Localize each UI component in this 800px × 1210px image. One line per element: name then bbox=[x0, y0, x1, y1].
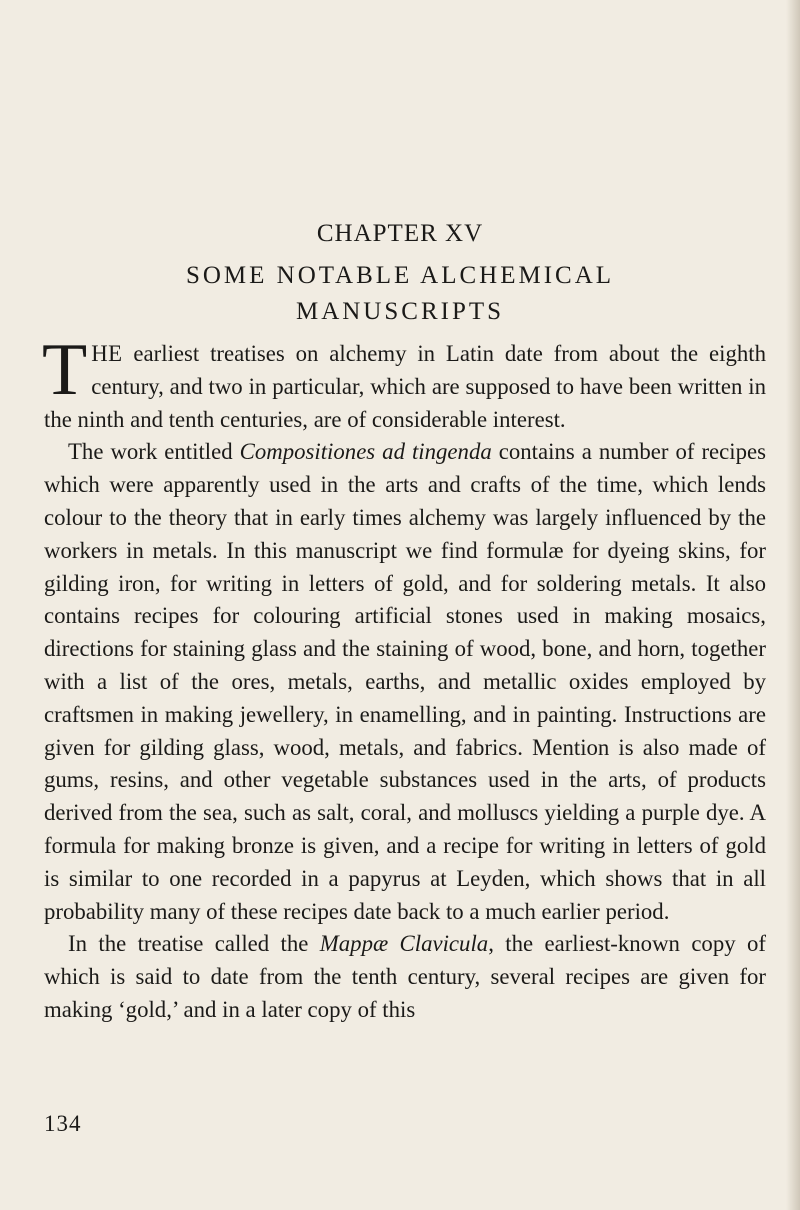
paragraph-1-text: earliest treatises on alchemy in Latin date from about the eighth century, and two in particular, which are supposed to have been written in the ninth and tenth centuries, are of considerable interest. bbox=[44, 341, 766, 432]
paragraph-3-before: In the treatise called the bbox=[68, 931, 320, 957]
chapter-title-line-2: MANUSCRIPTS bbox=[295, 298, 505, 325]
chapter-title-line-1: SOME NOTABLE ALCHEMICAL bbox=[185, 262, 615, 289]
chapter-title bbox=[0, 258, 800, 330]
body-text bbox=[42, 329, 766, 1027]
paragraph-3 bbox=[44, 928, 766, 1026]
small-caps-opening: HE bbox=[91, 341, 123, 366]
chapter-number: CHAPTER XV bbox=[316, 220, 484, 247]
drop-cap: T bbox=[42, 329, 88, 411]
paragraph-3-after: , the earliest-known copy of which is said to date from the tenth century, several recipes are given for making ‘gold,’ and in a later copy of this bbox=[44, 931, 766, 1022]
paragraph-2 bbox=[44, 436, 766, 928]
work-title-compositiones: Compositiones ad tingenda bbox=[239, 439, 492, 465]
page-number: 134 bbox=[44, 1111, 82, 1136]
paragraph-1 bbox=[42, 329, 766, 436]
page-edge-shadow bbox=[786, 0, 800, 1210]
paragraph-2-after: contains a number of recipes which were apparently used in the arts and crafts of the time, which lends colour to the theory that in early times alchemy was largely influenced by the workers in metals. In this manuscript we find formulæ for dyeing skins, for gilding iron, for writing in letters of gold, and for soldering metals. It also contains recipes for colouring artificial stones used in making mosaics, directions for staining glass and the staining of wood, bone, and horn, together with a list of the ores, metals, earths, and metallic oxides employed by craftsmen in making jewellery, in enamelling, and in painting. Instructions are given for gilding glass, wood, metals, and fabrics. Mention is also made of gums, resins, and other vegetable substances used in the arts, of products derived from the sea, such as salt, coral, and molluscs yielding a purple dye. A formula for making bronze is given, and a recipe for writing in letters of gold is similar to one recorded in a papyrus at Leyden, which shows that in all probability many of these recipes date back to a much earlier period. bbox=[44, 439, 766, 924]
work-title-mappae: Mappæ Clavicula bbox=[319, 931, 489, 957]
paragraph-2-before: The work entitled bbox=[68, 439, 240, 465]
